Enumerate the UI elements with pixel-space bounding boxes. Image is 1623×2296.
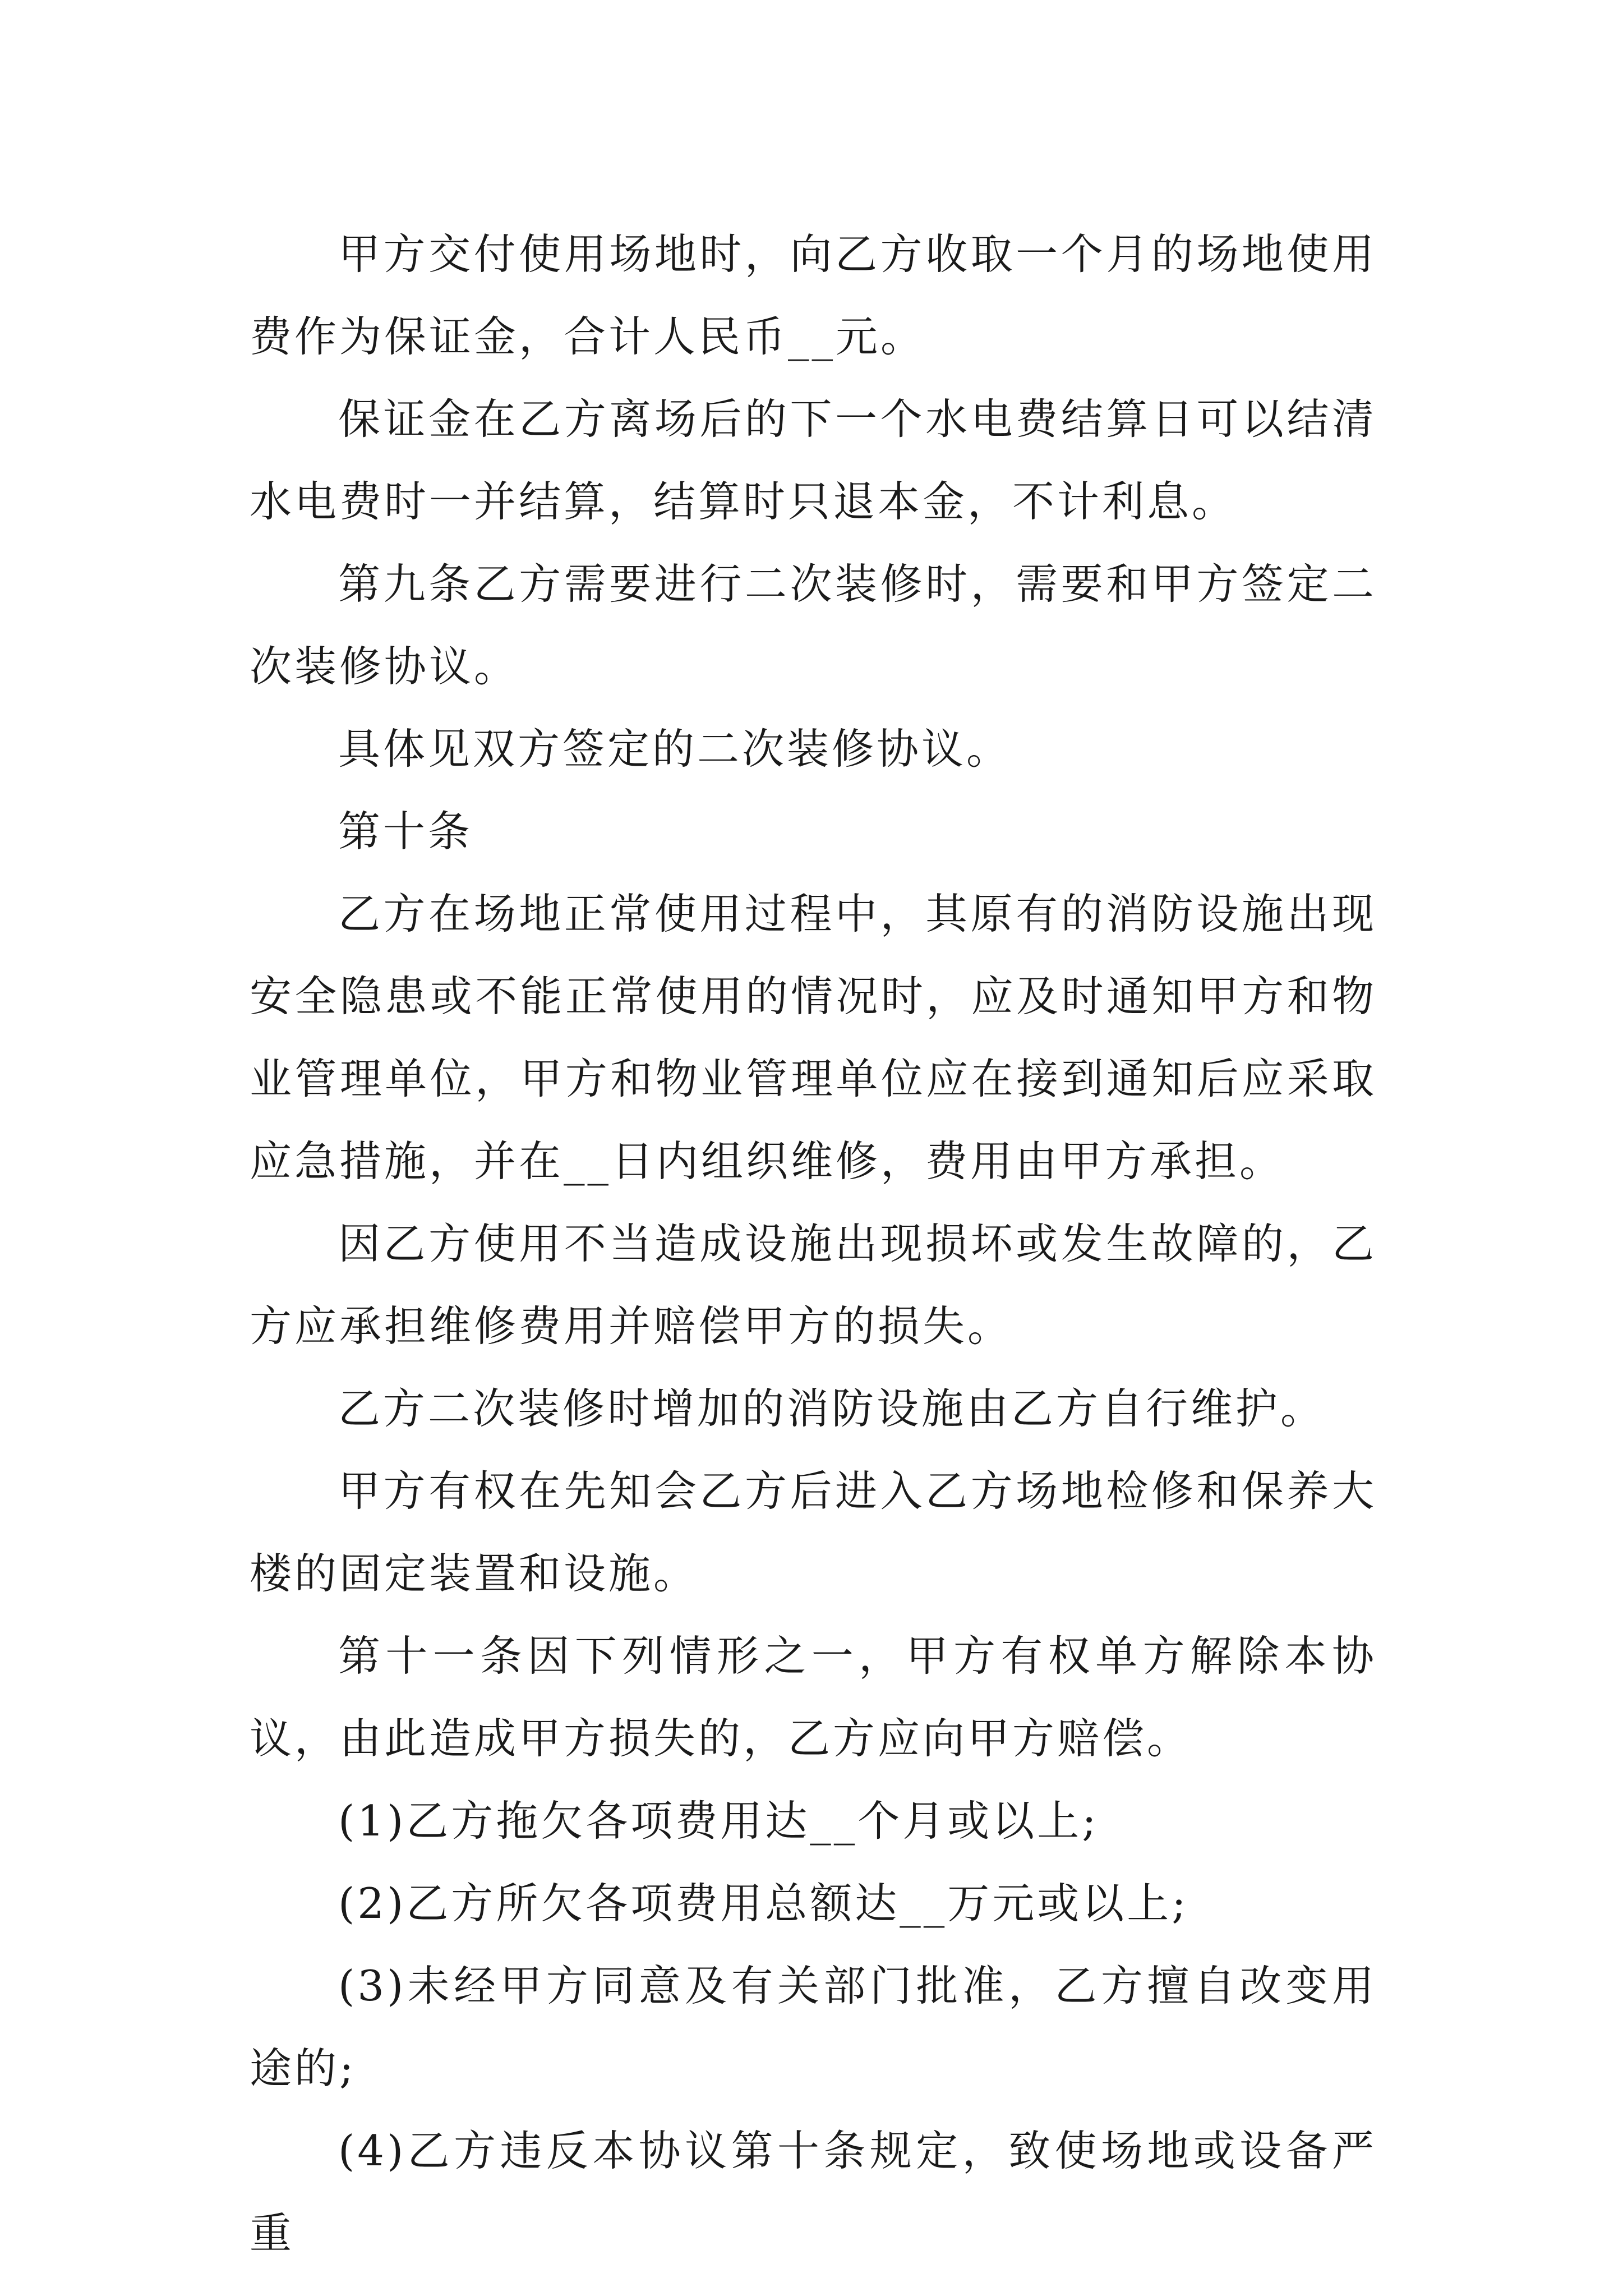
paragraph-item-2: (2)乙方所欠各项费用总额达__万元或以上;: [338, 1879, 1189, 1928]
paragraph-improper-use: 因乙方使用不当造成设施出现损坏或发生故障的，乙方应承担维修费用并赔偿甲方的损失。: [250, 1219, 1377, 1351]
paragraph-added-facilities: 乙方二次装修时增加的消防设施由乙方自行维护。: [338, 1384, 1326, 1433]
paragraph-article-11: 第十一条因下列情形之一，甲方有权单方解除本协议，由此造成甲方损失的，乙方应向甲方赔偿。: [250, 1631, 1377, 1763]
paragraph-item-4: (4)乙方违反本协议第十条规定，致使场地或设备严重: [250, 2126, 1377, 2258]
paragraph-inspection-right: 甲方有权在先知会乙方后进入乙方场地检修和保养大楼的固定装置和设施。: [250, 1466, 1377, 1598]
paragraph-fire-facilities: 乙方在场地正常使用过程中，其原有的消防设施出现安全隐患或不能正常使用的情况时，应及时通知甲方和物业管理单位，甲方和物业管理单位应在接到通知后应采取应急措施，并在__日内组织维修，费用由甲方承担。: [250, 889, 1377, 1186]
paragraph-renovation-agreement: 具体见双方签定的二次装修协议。: [338, 724, 1012, 774]
document-body: [250, 213, 1377, 2275]
paragraph-article-9: 第九条乙方需要进行二次装修时，需要和甲方签定二次装修协议。: [250, 559, 1377, 691]
paragraph-item-3: (3)未经甲方同意及有关部门批准，乙方擅自改变用途的;: [250, 1961, 1377, 2093]
paragraph-article-10-heading: 第十条: [338, 807, 473, 856]
paragraph-item-1: (1)乙方拖欠各项费用达__个月或以上;: [338, 1796, 1099, 1846]
paragraph-deposit-settlement: 保证金在乙方离场后的下一个水电费结算日可以结清水电费时一并结算，结算时只退本金，不计利息。: [250, 394, 1377, 526]
paragraph-deposit: 甲方交付使用场地时，向乙方收取一个月的场地使用费作为保证金，合计人民币__元。: [250, 229, 1377, 361]
